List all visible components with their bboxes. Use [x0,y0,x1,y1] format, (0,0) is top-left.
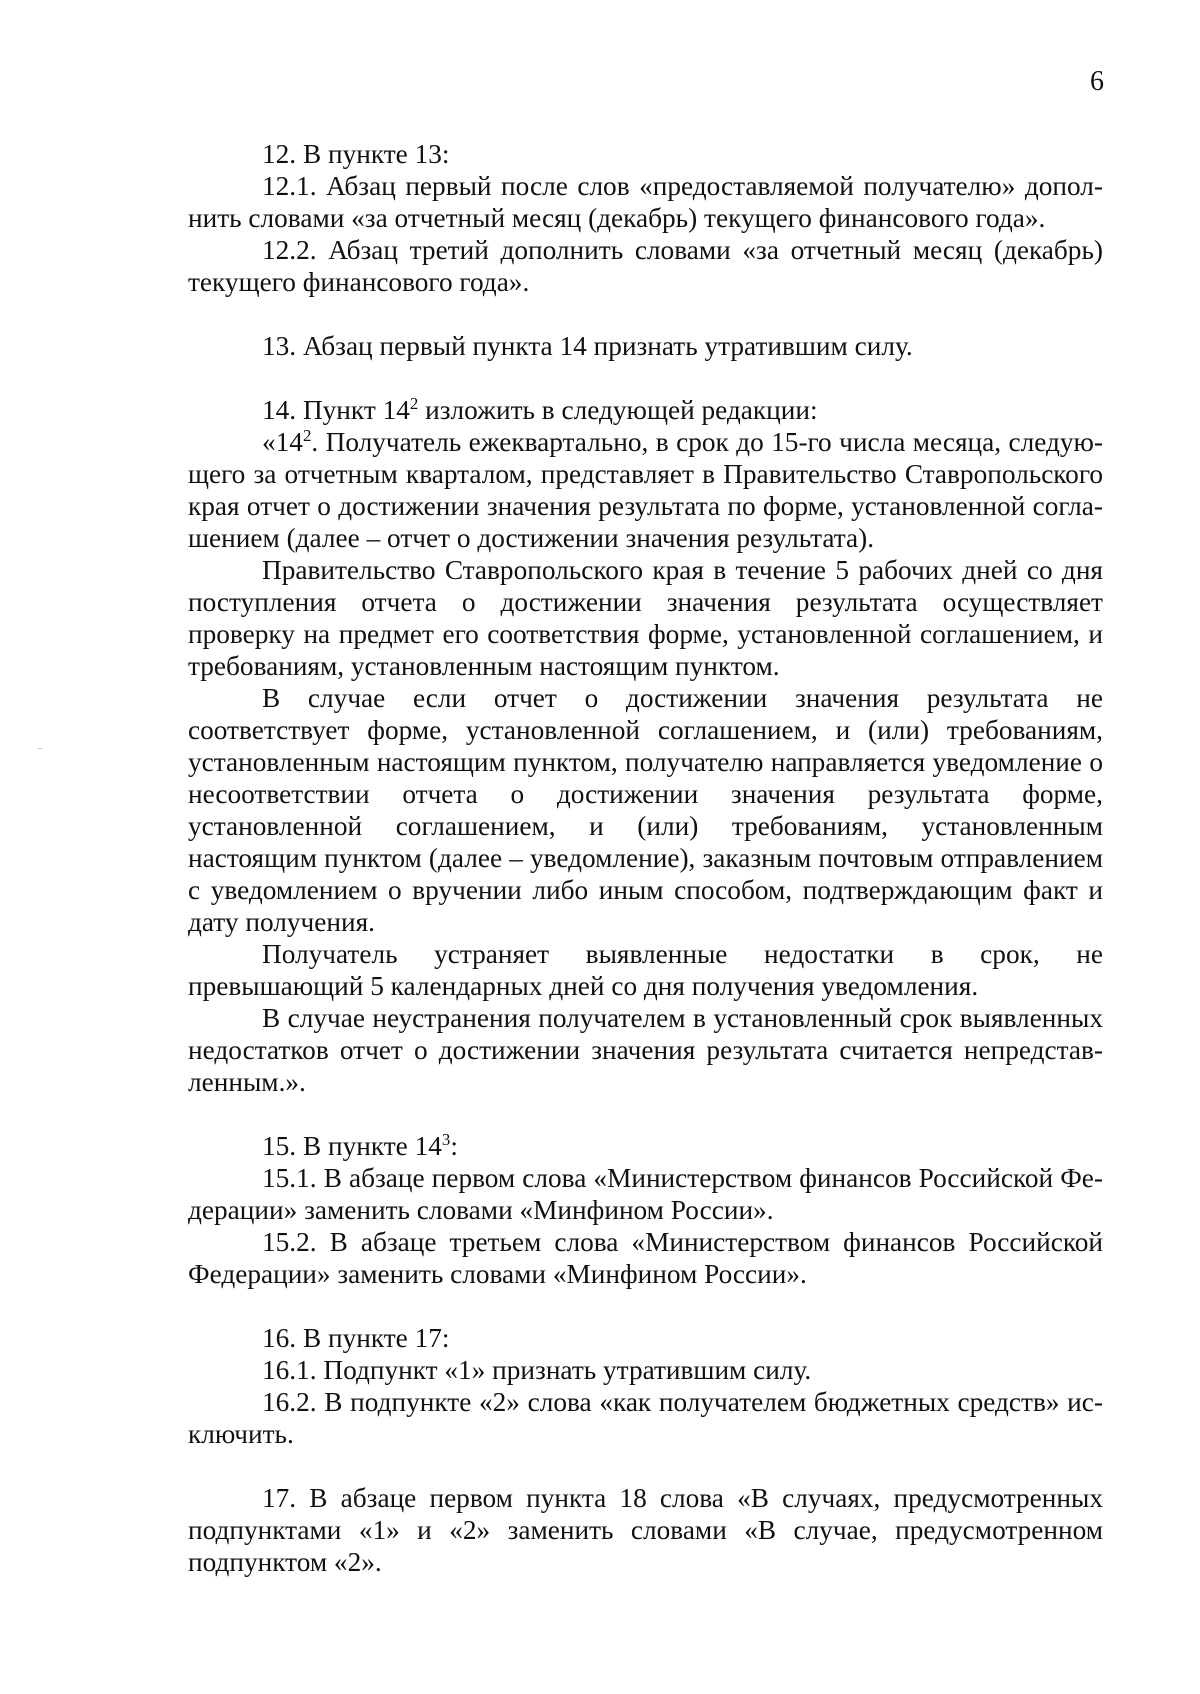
paragraph-17: 17. В абзаце первом пункта 18 слова «В случаях, предусмотренных подпунктами «1» и «2» заменить словами «В случае, предусмотренном подпунктом «2». [188,1483,1103,1577]
paragraph-15-2: 15.2. В абзаце третьем слова «Министерством финансов Российской Федерации» заменить словами «Минфином России». [188,1227,1103,1289]
paragraph-14-text-start: 14. Пункт 14 [262,395,410,425]
paragraph-12-2: 12.2. Абзац третий дополнить словами «за отчетный месяц (декабрь) текущего финансового года». [188,235,1103,297]
paragraph-15-text-end: : [450,1131,458,1161]
quote-superscript: 2 [302,425,312,445]
paragraph-14-superscript: 2 [409,393,419,413]
paragraph-16: 16. В пункте 17: [262,1323,450,1353]
paragraph-14-quote [188,426,1103,554]
scan-mark [38,748,42,749]
paragraph-14 [188,394,1103,426]
paragraph-15-superscript: 3 [441,1129,451,1149]
paragraph-16-2: 16.2. В подпункте «2» слова «как получателем бюджетных средств» исключить. [188,1387,1103,1449]
paragraph-12-1: 12.1. Абзац первый после слов «предоставляемой получателю» дополнить словами «за отчетный месяц (декабрь) текущего финансового года». [188,171,1103,233]
paragraph-14-4: Получатель устраняет выявленные недостатки в срок, не превышающий 5 календарных дней со дня получения уведомления. [188,939,1103,1001]
paragraph-15-text-start: 15. В пункте 14 [262,1131,442,1161]
page-number: 6 [1090,66,1104,97]
paragraph-14-5: В случае неустранения получателем в установленный срок выявленных недостатков отчет о достижении значения результата считается непредставленным.». [188,1003,1103,1097]
paragraph-14-text-end: изложить в следующей редакции: [418,395,818,425]
paragraph-14-3: В случае если отчет о достижении значения результата не соответствует форме, установленной соглашением, и (или) требованиям, установленным настоящим пунктом, получателю направляется уведомление о несоответствии отчета о достижении значения результата форме, установленной соглашением, и (или) требованиям, установленным настоящим пунктом (далее – уведомление), заказным почтовым отправлением с уведомлением о вручении либо иным способом, подтверждающим факт и дату получения. [188,683,1103,937]
paragraph-16-1: 16.1. Подпункт «1» признать утратившим силу. [262,1355,812,1385]
quote-text-start: «14 [262,427,303,457]
quote-text-end: . Получатель ежеквартально, в срок до 15-го числа месяца, следующего за отчетным кварталом, представляет в Правительство Ставропольского края отчет о достижении значения результата по форме, установленной соглашением (далее – отчет о достижении значения результата). [188,427,1103,553]
document-body [188,138,1103,1578]
paragraph-12: 12. В пункте 13: [262,139,450,169]
paragraph-15 [188,1130,1103,1162]
paragraph-14-2: Правительство Ставропольского края в течение 5 рабочих дней со дня поступления отчета о достижении значения результата осуществляет проверку на предмет его соответствия форме, установленной соглашением, и требованиям, установленным настоящим пунктом. [188,555,1103,681]
paragraph-13: 13. Абзац первый пункта 14 признать утратившим силу. [262,331,913,361]
paragraph-15-1: 15.1. В абзаце первом слова «Министерством финансов Российской Федерации» заменить словами «Минфином России». [188,1163,1103,1225]
